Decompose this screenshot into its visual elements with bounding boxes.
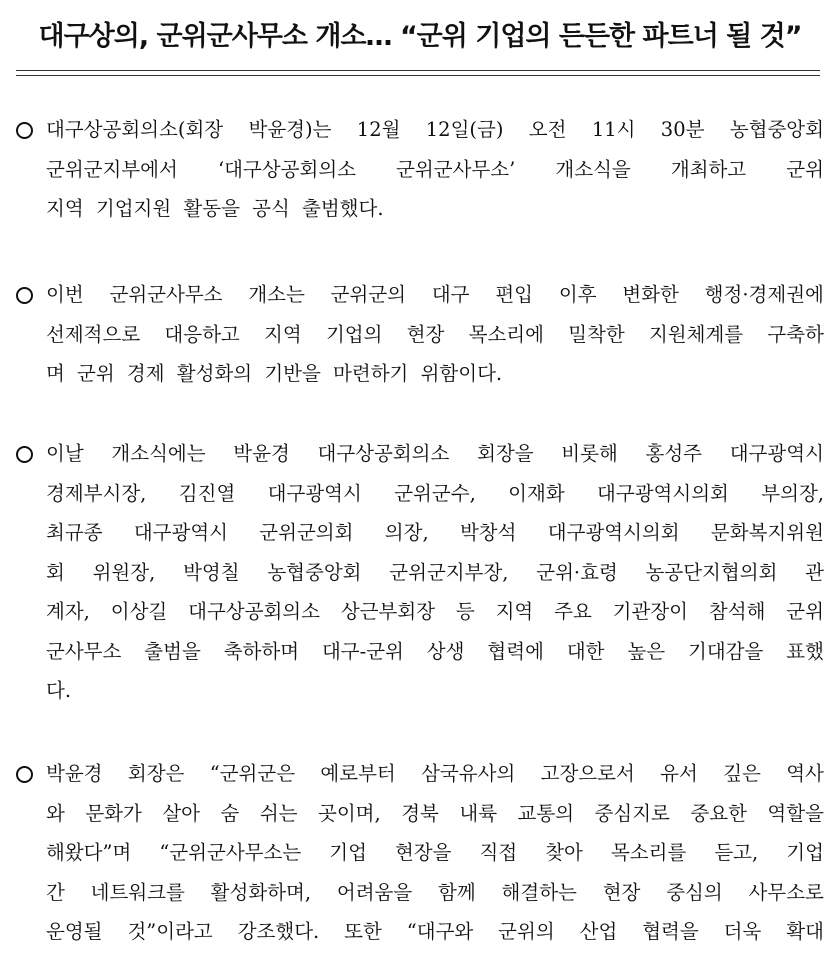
word: 대구상공회의소 bbox=[317, 442, 450, 465]
word: 위원장, bbox=[92, 560, 156, 584]
word: 네트워크를 bbox=[90, 880, 185, 904]
paragraph-line bbox=[46, 482, 824, 506]
word: 해왔다”며 bbox=[46, 841, 132, 864]
word: 축하하며 bbox=[223, 639, 300, 663]
paragraph-line bbox=[46, 920, 824, 944]
word: “대구와 bbox=[406, 920, 474, 943]
word: 어려움을 bbox=[336, 880, 413, 904]
word: 또한 bbox=[344, 920, 382, 943]
paragraph-line bbox=[46, 762, 824, 786]
word: 역할을 bbox=[767, 801, 824, 825]
word: 군위·효령 bbox=[536, 560, 618, 584]
word: 대구광역시 bbox=[729, 442, 824, 465]
circle-bullet-icon bbox=[16, 446, 33, 463]
word: 협력을 bbox=[642, 920, 699, 943]
word: 곳이며, bbox=[318, 801, 381, 825]
word: 김진열 bbox=[178, 481, 236, 505]
word: 부의장, bbox=[761, 481, 824, 505]
word: 박윤경)는 bbox=[248, 118, 332, 141]
word: 30분 bbox=[660, 118, 705, 141]
paragraph-line bbox=[46, 442, 824, 466]
word: 군위 bbox=[786, 157, 824, 181]
word: 역사 bbox=[786, 762, 824, 785]
word: 표했 bbox=[786, 639, 824, 663]
word: 대구상공회의소(회장 bbox=[46, 118, 224, 141]
word: 대구광역시 bbox=[133, 521, 228, 544]
word: 강조했다. bbox=[237, 920, 320, 943]
word: “군위군은 bbox=[209, 762, 296, 785]
page-title: 대구상의, 군위군사무소 개소… “군위 기업의 든든한 파트너 될 것” bbox=[38, 21, 802, 52]
word: 경북 bbox=[401, 801, 439, 825]
paragraph-line bbox=[46, 802, 824, 826]
word: 농협중앙회 bbox=[729, 118, 824, 141]
circle-bullet-icon bbox=[16, 287, 33, 304]
word: 대구상공회의소 bbox=[188, 600, 320, 623]
paragraph-line bbox=[46, 283, 824, 307]
word: 대구광역시의회 bbox=[547, 521, 680, 544]
title-divider-bottom bbox=[16, 75, 820, 76]
word: 대한 bbox=[566, 639, 605, 663]
word: 중심지로 bbox=[594, 801, 670, 825]
word: 군위군지부에서 bbox=[46, 157, 178, 181]
paragraph-line: 지역 기업지원 활동을 공식 출범했다. bbox=[46, 197, 384, 220]
word: 이재화 bbox=[508, 481, 565, 505]
word: 현장 bbox=[602, 880, 641, 904]
word: 숨 bbox=[220, 801, 240, 825]
word: 군위군지부장, bbox=[389, 560, 509, 584]
word: 개소는 bbox=[248, 283, 305, 306]
word: 찾아 bbox=[545, 841, 583, 864]
word: 해결하는 bbox=[501, 880, 577, 904]
word: 경제부시장, bbox=[46, 481, 147, 505]
word: 의장, bbox=[384, 521, 429, 544]
word: 비롯해 bbox=[561, 442, 618, 465]
word: 선제적으로 bbox=[46, 322, 141, 346]
word: 산업 bbox=[579, 920, 618, 943]
paragraph-line: 며 군위 경제 활성화의 기반을 마련하기 위함이다. bbox=[46, 362, 503, 385]
word: 중심의 bbox=[666, 880, 723, 904]
word: 문화가 bbox=[85, 801, 142, 825]
word: 내륙 bbox=[459, 801, 498, 825]
word: 살아 bbox=[162, 801, 201, 825]
word: 간 bbox=[46, 880, 65, 904]
word: 대구광역시의회 bbox=[597, 481, 729, 505]
word: 현장 bbox=[406, 322, 445, 346]
word: 깊은 bbox=[723, 762, 761, 785]
word: 참석해 bbox=[708, 600, 766, 623]
word: 개소식에는 bbox=[111, 442, 206, 465]
word: 군사무소 bbox=[46, 639, 122, 663]
word: 목소리에 bbox=[468, 322, 544, 346]
word: 기대감을 bbox=[688, 639, 764, 663]
word: 지원체계를 bbox=[648, 322, 744, 346]
word: 밀착한 bbox=[568, 322, 625, 346]
word: 상근부회장 bbox=[340, 600, 436, 623]
word: 군위군의회 bbox=[259, 521, 354, 544]
word: 박윤경 bbox=[233, 442, 290, 465]
word: 군위군의 bbox=[330, 283, 407, 306]
word: 쉬는 bbox=[259, 801, 298, 825]
word: 대구 bbox=[431, 283, 470, 306]
word: 박영칠 bbox=[183, 560, 240, 584]
circle-bullet-icon bbox=[16, 122, 33, 139]
word: 군위 bbox=[786, 600, 824, 623]
paragraph-line bbox=[46, 323, 824, 347]
word: 활성화하며, bbox=[210, 880, 312, 904]
word: 군위군사무소 bbox=[109, 283, 223, 306]
title-divider-top bbox=[16, 70, 820, 71]
word: 기업 bbox=[786, 841, 824, 864]
word: 계자, bbox=[46, 600, 90, 623]
word: ‘대구상공회의소 bbox=[217, 157, 356, 181]
word: 협력에 bbox=[487, 639, 544, 663]
paragraph-line bbox=[46, 158, 824, 182]
paragraph-line bbox=[46, 561, 824, 585]
word: 출범을 bbox=[144, 639, 201, 663]
circle-bullet-icon bbox=[16, 766, 33, 783]
word: 지역 bbox=[264, 322, 302, 346]
paragraph-line bbox=[46, 881, 824, 905]
word: 이후 bbox=[558, 283, 597, 306]
word: 것”이라고 bbox=[127, 920, 213, 943]
word: 문화복지위원 bbox=[710, 521, 824, 544]
word: 기업 bbox=[329, 841, 367, 864]
word: 직접 bbox=[479, 841, 518, 864]
word: 구축하 bbox=[767, 322, 824, 346]
word: 이상길 bbox=[110, 600, 168, 623]
word: 고장으로서 bbox=[540, 762, 635, 785]
word: 대응하고 bbox=[164, 322, 240, 346]
word: 박창석 bbox=[459, 521, 517, 544]
word: 오전 bbox=[528, 118, 567, 141]
word: 11시 bbox=[591, 118, 636, 141]
paragraph-line bbox=[46, 841, 824, 865]
word: 운영될 bbox=[46, 920, 103, 943]
word: 개소식을 bbox=[555, 157, 631, 181]
word: 이날 bbox=[46, 442, 84, 465]
paragraph-line bbox=[46, 521, 824, 545]
word: 군위군수, bbox=[394, 481, 476, 505]
word: 회장은 bbox=[127, 762, 185, 785]
word: 함께 bbox=[438, 880, 476, 904]
word: 더욱 bbox=[723, 920, 762, 943]
word: 군위의 bbox=[498, 920, 555, 943]
word: 홍성주 bbox=[645, 442, 703, 465]
word: 교통의 bbox=[517, 801, 575, 825]
word: 등 bbox=[455, 600, 475, 623]
word: 회 bbox=[46, 560, 65, 584]
word: 농협중앙회 bbox=[267, 560, 362, 584]
word: 유서 bbox=[660, 762, 698, 785]
word: 행정·경제권에 bbox=[704, 283, 824, 306]
word: 와 bbox=[46, 801, 65, 825]
word: 상생 bbox=[426, 639, 465, 663]
word: 대구-군위 bbox=[321, 639, 404, 663]
paragraph-line: 다. bbox=[46, 679, 72, 702]
paragraph-line bbox=[46, 600, 824, 624]
word: 사무소로 bbox=[748, 880, 824, 904]
paragraph-line bbox=[46, 640, 824, 664]
word: 기업의 bbox=[325, 322, 383, 346]
word: 지역 bbox=[495, 600, 534, 623]
word: 개최하고 bbox=[670, 157, 747, 181]
word: 목소리를 bbox=[610, 841, 687, 864]
word: 주요 bbox=[554, 600, 592, 623]
word: 현장을 bbox=[394, 841, 452, 864]
word: 변화한 bbox=[622, 283, 679, 306]
word: 농공단지협의회 bbox=[645, 560, 778, 584]
paragraph-line bbox=[46, 118, 824, 142]
word: 12월 bbox=[356, 118, 401, 141]
word: 높은 bbox=[627, 639, 666, 663]
word: 박윤경 bbox=[46, 762, 103, 785]
word: “군위군사무소는 bbox=[159, 841, 302, 864]
word: 중요한 bbox=[690, 801, 747, 825]
word: 확대 bbox=[786, 920, 824, 943]
word: 최규종 bbox=[46, 521, 103, 544]
word: 관 bbox=[805, 560, 824, 584]
word: 기관장이 bbox=[612, 600, 689, 623]
word: 군위군사무소’ bbox=[396, 157, 516, 181]
word: 12일(금) bbox=[425, 118, 504, 141]
word: 대구광역시 bbox=[267, 481, 362, 505]
word: 회장을 bbox=[477, 442, 534, 465]
word: 듣고, bbox=[714, 841, 759, 864]
word: 편입 bbox=[495, 283, 534, 306]
word: 예로부터 bbox=[320, 762, 396, 785]
word: 이번 bbox=[46, 283, 84, 306]
word: 삼국유사의 bbox=[421, 762, 516, 785]
